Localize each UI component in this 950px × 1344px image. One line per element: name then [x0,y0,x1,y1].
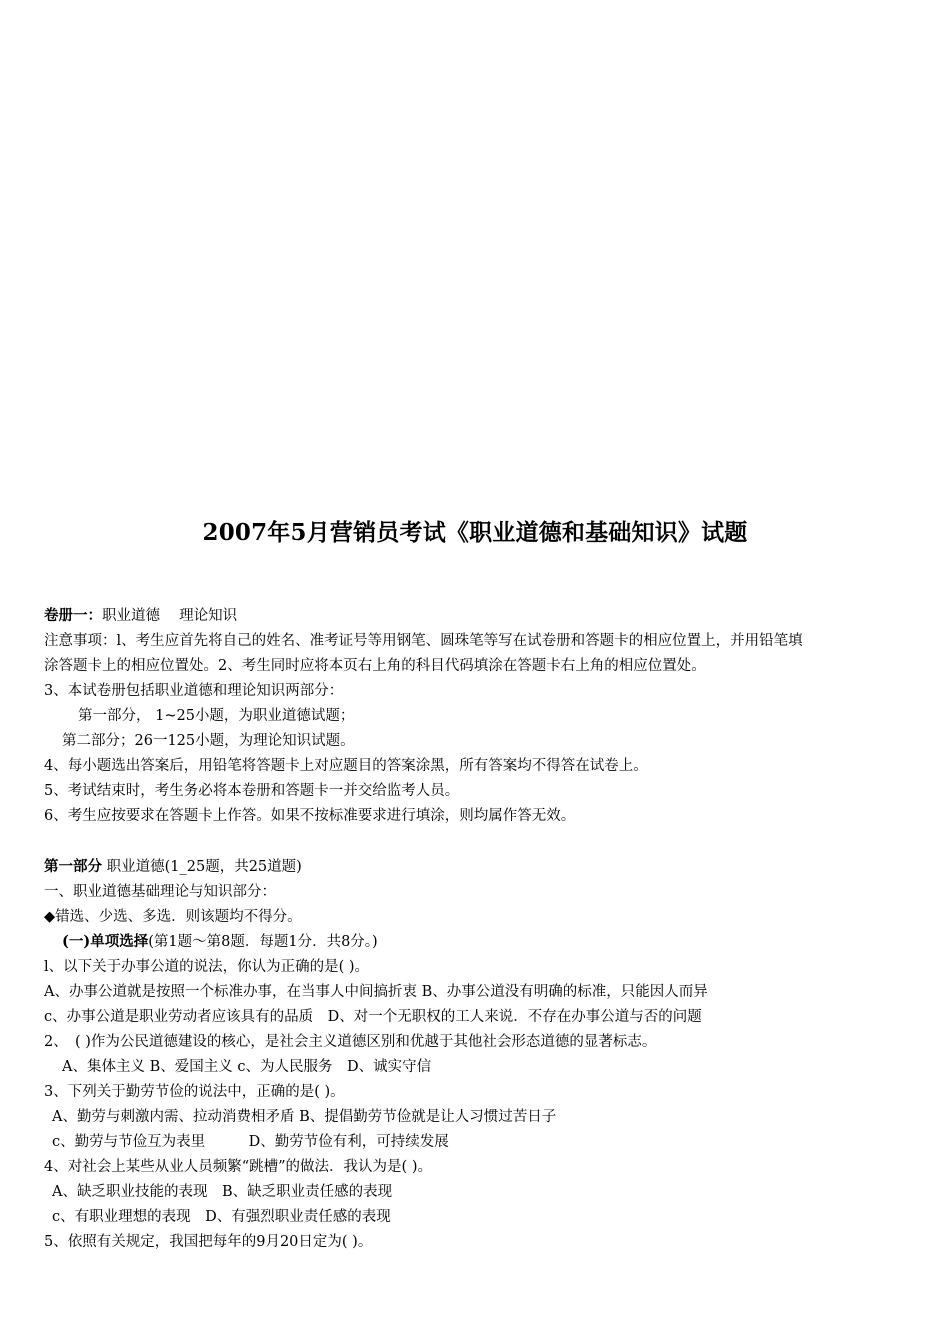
question-5: 5、依照有关规定，我国把每年的9月20日定为( )。 [44,1234,373,1250]
question-2: 2、 ( )作为公民道德建设的核心，是社会主义道德区别和优越于其他社会形态道德的显著标志。 [44,1034,657,1050]
notes-line-3: 3、本试卷册包括职业道德和理论知识两部分： [44,683,344,699]
notes-line-2: 涂答题卡上的相应位置处。2、考生同时应将本页右上角的科目代码填涂在答题卡右上角的相应位置处。 [44,658,706,674]
question-4-options-ab: A、缺乏职业技能的表现 B、缺乏职业责任感的表现 [52,1184,393,1200]
part1-label: 第一部分 [44,858,102,875]
volume-label: 卷册一： [44,607,102,624]
notes-line-8: 6、考生应按要求在答题卡上作答。如果不按标准要求进行填涂，则均属作答无效。 [44,808,576,824]
notes-line-5: 第二部分；26一125小题，为理论知识试题。 [62,733,355,749]
notes-line-6: 4、每小题选出答案后，用铅笔将答题卡上对应题目的答案涂黑，所有答案均不得答在试卷上。 [44,758,648,774]
question-1: l、以下关于办事公道的说法，你认为正确的是( )。 [44,959,370,975]
question-1-options-cd: c、办事公道是职业劳动者应该具有的品质 D、对一个无职权的工人来说．不存在办事公道与否的问题 [44,1009,702,1025]
question-3-options-cd: c、勤劳与节俭互为表里 D、勤劳节俭有利，可持续发展 [52,1134,449,1150]
question-3-options-ab: A、勤劳与刺激内需、拉动消费相矛盾 B、提倡勤劳节俭就是让人习惯过苦日子 [52,1109,557,1125]
question-4-options-cd: c、有职业理想的表现 D、有强烈职业责任感的表现 [52,1209,391,1225]
question-3: 3、下列关于勤劳节俭的说法中，正确的是( )。 [44,1084,345,1100]
notes-line-7: 5、考试结束时，考生务必将本卷册和答题卡一并交给监考人员。 [44,783,460,799]
question-4: 4、对社会上某些从业人员频繁“跳槽”的做法．我认为是( )。 [44,1159,432,1175]
question-1-options-ab: A、办事公道就是按照一个标准办事，在当事人中间搞折衷 B、办事公道没有明确的标准，只能因人而异 [44,984,708,1000]
volume-line [44,605,237,627]
notes-line-1: 注意事项：l、考生应首先将自己的姓名、准考证号等用钢笔、圆珠笔等写在试卷册和答题卡的相应位置上，并用铅笔填 [44,633,803,649]
section-heading [62,931,378,953]
part1-sub: 一、职业道德基础理论与知识部分： [44,884,276,900]
volume-text: 职业道德 理论知识 [102,608,238,624]
section-text: (第1题～第8题．每题1分．共8分。) [148,934,378,950]
part1-heading [44,856,302,878]
part1-text: 职业道德(1_25题，共25道题) [102,859,302,875]
document-title: 2007年5月营销员考试《职业道德和基础知识》试题 [202,519,748,546]
section-label: (一)单项选择 [62,933,149,950]
part1-rule: ◆错选、少选、多选．则该题均不得分。 [44,909,302,925]
question-2-options: A、集体主义 B、爱国主义 c、为人民服务 D、诚实守信 [62,1059,432,1075]
notes-line-4: 第一部分， 1~25小题，为职业道德试题； [78,708,355,724]
